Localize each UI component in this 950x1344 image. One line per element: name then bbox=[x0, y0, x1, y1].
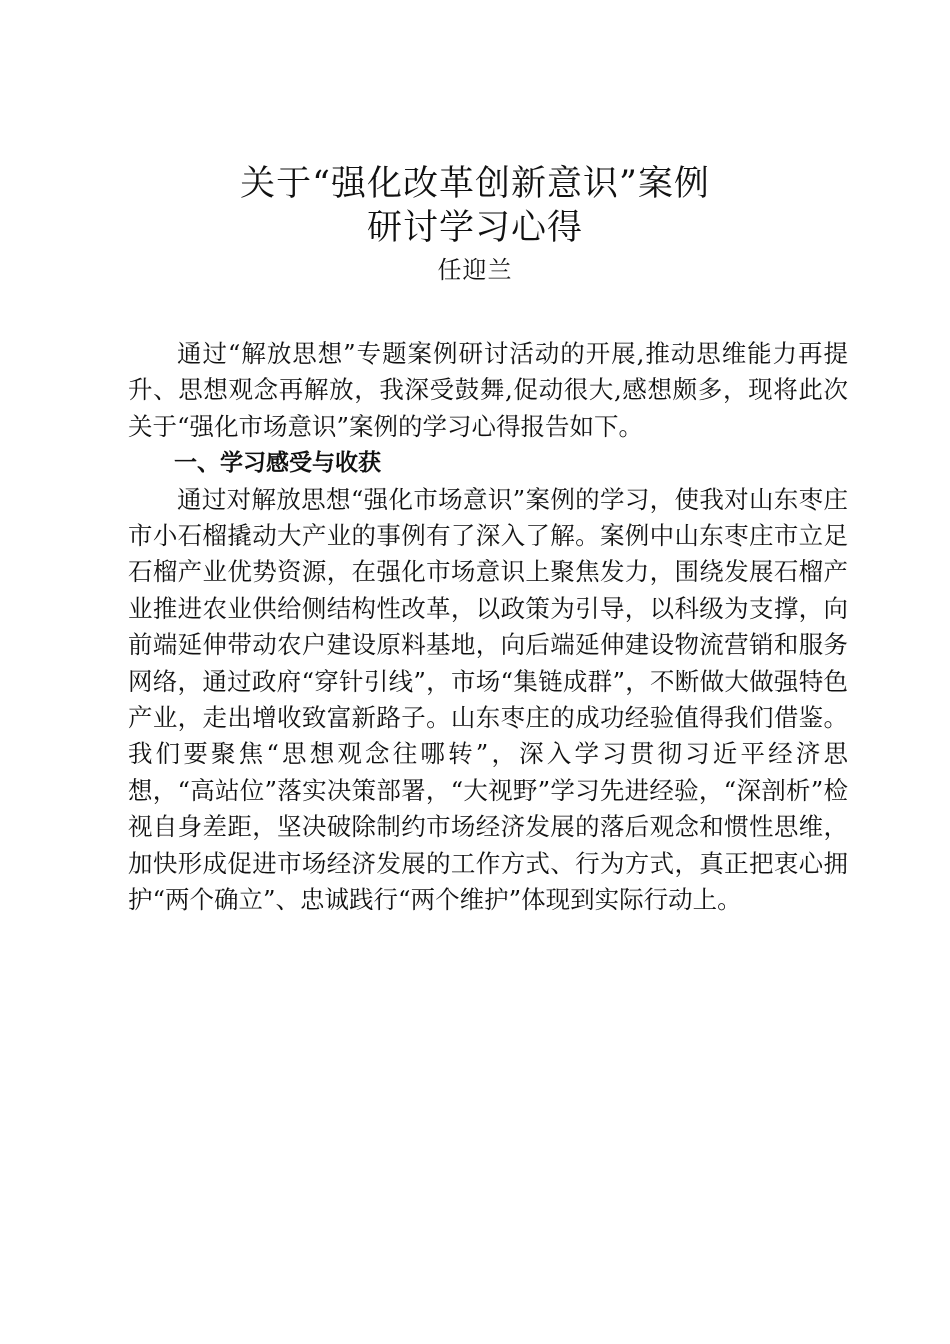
document-body bbox=[128, 336, 848, 919]
title-block bbox=[0, 162, 950, 286]
section-heading: 一、学习感受与收获 bbox=[174, 450, 381, 477]
intro-paragraph: 通过“解放思想”专题案例研讨活动的开展,推动思维能力再提升、思想观念再解放，我深受鼓舞,促动很大,感想颇多，现将此次关于“强化市场意识”案例的学习心得报告如下。 bbox=[128, 339, 848, 441]
document-title-line-1: 关于“强化改革创新意识”案例 bbox=[240, 164, 710, 204]
section-paragraph: 通过对解放思想“强化市场意识”案例的学习，使我对山东枣庄市小石榴撬动大产业的事例有了深入了解。案例中山东枣庄市立足石榴产业优势资源，在强化市场意识上聚焦发力，围绕发展石榴产业推进农业供给侧结构性改革，以政策为引导，以科级为支撑，向前端延伸带动农户建设原料基地，向后端延伸建设物流营销和服务网络，通过政府“穿针引线”，市场“集链成群”，不断做大做强特色产业，走出增收致富新路子。山东枣庄的成功经验值得我们借鉴。我们要聚焦“思想观念往哪转”，深入学习贯彻习近平经济思想，“高站位”落实决策部署，“大视野”学习先进经验，“深剖析”检视自身差距，坚决破除制约市场经济发展的落后观念和惯性思维，加快形成促进市场经济发展的工作方式、行为方式，真正把衷心拥护“两个确立”、忠诚践行“两个维护”体现到实际行动上。 bbox=[128, 484, 848, 915]
document-title-line-2: 研讨学习心得 bbox=[366, 208, 583, 248]
author-name: 任迎兰 bbox=[437, 256, 513, 284]
